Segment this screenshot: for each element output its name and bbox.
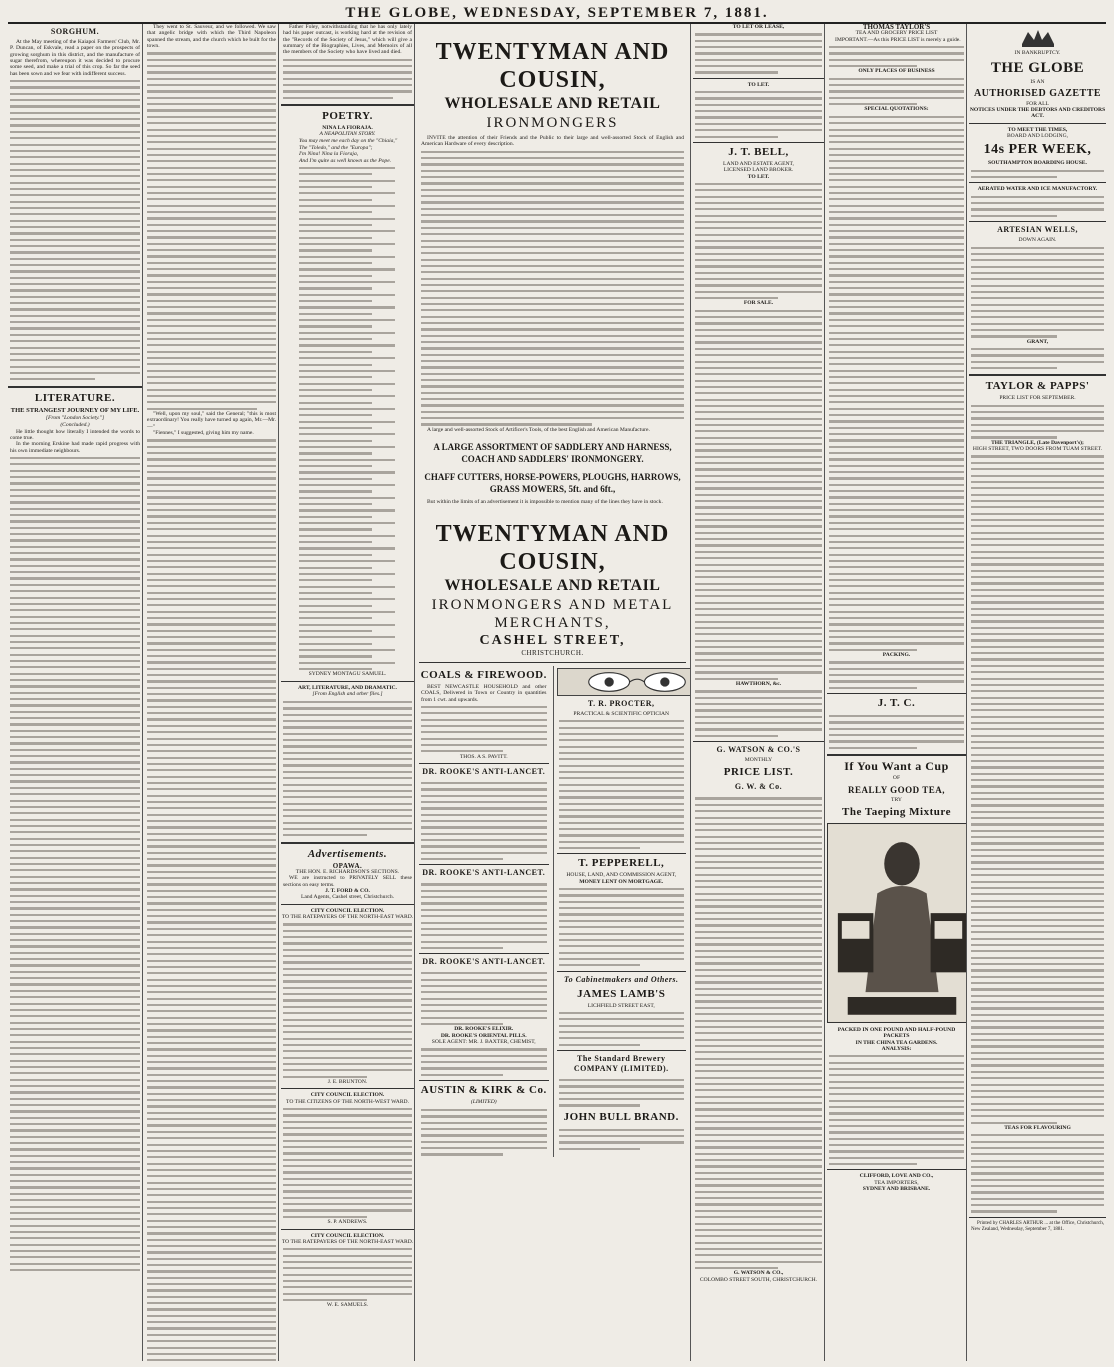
watson-monthly: MONTHLY bbox=[744, 757, 773, 764]
column-3 bbox=[278, 24, 414, 1361]
watson-price-list: PRICE LIST. bbox=[723, 766, 794, 779]
jtc-title: J. T. C. bbox=[877, 697, 916, 710]
watson-name: G. WATSON & CO.'S bbox=[716, 745, 801, 755]
coals-signature: THOS. A S. PAVITT. bbox=[459, 753, 508, 760]
poem-body bbox=[281, 164, 414, 672]
cup-line-2: OF bbox=[892, 775, 901, 782]
ford-name: J. T. FORD & CO. bbox=[325, 887, 370, 894]
crest-icon bbox=[1018, 26, 1058, 48]
spectacles-illustration bbox=[557, 668, 691, 696]
city-election-3-sub: TO THE RATEPAYERS OF THE NORTH-EAST WARD. bbox=[281, 1238, 414, 1245]
to-let-2: TO LET. bbox=[747, 173, 770, 180]
for-all: FOR ALL bbox=[1026, 100, 1049, 107]
watson-monogram: G. W. & Co. bbox=[734, 782, 783, 792]
taylor-sub: TEA AND GROCERY PRICE LIST bbox=[855, 30, 938, 37]
analysis: ANALYSIS: bbox=[881, 1045, 912, 1052]
james-lamb: JAMES LAMB'S bbox=[577, 987, 666, 1000]
opawa-note: WE are instructed to PRIVATELY SELL these sections on easy terms. bbox=[283, 875, 412, 888]
john-bull: JOHN BULL BRAND. bbox=[563, 1110, 679, 1123]
tea-seller-illustration bbox=[827, 823, 966, 1023]
rooke-3: DR. ROOKE'S ANTI-LANCET. bbox=[422, 957, 546, 967]
rooke-2: DR. ROOKE'S ANTI-LANCET. bbox=[422, 868, 546, 878]
taylor-title: THOMAS TAYLOR'S bbox=[862, 24, 931, 31]
limits-note: But within the limits of an advertisement it is impossible to mention many of the lines they have in stock. bbox=[427, 499, 663, 506]
poem-signature: SYDNEY MONTAGU SAMUEL. bbox=[308, 671, 387, 678]
procter-name: T. R. PROCTER, bbox=[587, 698, 655, 708]
centre-right-ads bbox=[553, 666, 687, 1157]
royal-crest bbox=[969, 24, 1106, 50]
pepperell-name: T. PEPPERELL, bbox=[578, 857, 665, 870]
bankruptcy: IN BANKRUPTCY. bbox=[1014, 50, 1061, 56]
literature-para-1: He little thought how literally I intended the words to come true. bbox=[10, 428, 140, 441]
literature-body bbox=[8, 454, 142, 1272]
masthead-title: THE GLOBE, WEDNESDAY, SEPTEMBER 7, 1881. bbox=[345, 4, 769, 21]
article-body bbox=[8, 77, 142, 382]
clifford-name: CLIFFORD, LOVE AND CO., bbox=[859, 1173, 934, 1180]
pepperell-sub: HOUSE, LAND, AND COMMISSION AGENT, bbox=[566, 872, 677, 879]
procter-sub: PRACTICAL & SCIENTIFIC OPTICIAN bbox=[573, 710, 670, 717]
heading-art: ART, LITERATURE, AND DRAMATIC. bbox=[298, 684, 397, 691]
clifford-sub: TEA IMPORTERS, bbox=[874, 1179, 919, 1186]
christchurch: CHRISTCHURCH. bbox=[521, 648, 584, 657]
columns bbox=[8, 24, 1106, 1361]
column-1 bbox=[8, 24, 142, 1361]
coals-title: COALS & FIREWOOD. bbox=[420, 668, 547, 681]
to-let-or-lease: TO LET OR LEASE, bbox=[732, 24, 785, 30]
story-body-1 bbox=[145, 49, 278, 411]
rooke-1: DR. ROOKE'S ANTI-LANCET. bbox=[422, 766, 546, 776]
cup-line-3: REALLY GOOD TEA, bbox=[848, 784, 945, 795]
meet-the-times: TO MEET THE TIMES, bbox=[1007, 126, 1068, 133]
money-lent: MONEY LENT ON MORTGAGE. bbox=[579, 878, 664, 885]
column-6 bbox=[690, 24, 824, 1361]
packed-note: PACKED IN ONE POUND AND HALF-POUND PACKETS bbox=[837, 1026, 956, 1040]
teas-flavouring: TEAS FOR FLAVOURING bbox=[1004, 1124, 1071, 1131]
down-again: DOWN AGAIN. bbox=[1018, 237, 1057, 244]
spectacles-icon bbox=[558, 669, 691, 695]
story-para-3: "Fiennes," I suggested, giving him my name. bbox=[153, 430, 254, 436]
column-7 bbox=[824, 24, 966, 1361]
cup-line-1: If You Want a Cup bbox=[844, 759, 949, 774]
city-election-2: CITY COUNCIL ELECTION. bbox=[310, 1092, 385, 1099]
twentyman-title-1: TWENTYMAN AND COUSIN, bbox=[435, 39, 670, 93]
opawa-body: THE HON. E. RICHARDSON'S SECTIONS. bbox=[295, 868, 400, 875]
column-2 bbox=[142, 24, 278, 1361]
lamb-address: LICHFIELD STREET EAST, bbox=[587, 1002, 655, 1009]
article-sorghum: At the May meeting of the Kaiapoi Farmers' Club, Mr. P. Duncan, of Eskvale, read a paper on the prospects of growing sorghum in this district, and the manufacture of sugar therefrom, whereupon it was decided to procure some seed, and make a trial of this crop. So far the seed has been sown and we fear with indifferent success. bbox=[10, 39, 140, 77]
for-sale: FOR SALE. bbox=[743, 300, 774, 307]
cup-line-4: TRY bbox=[891, 796, 902, 803]
city-election-2-sig: S. P. ANDREWS. bbox=[327, 1219, 368, 1226]
per-week: 14s PER WEEK, bbox=[983, 142, 1092, 158]
story-para-2: "Well, upon my soul," said the General; "this is most extraordinary! You really have turned up again, Mr.—Mr.—" bbox=[147, 410, 276, 430]
special-quotations: SPECIAL QUOTATIONS: bbox=[864, 106, 929, 113]
poem-line-4: And I'm quite as well known as the Pope. bbox=[299, 157, 392, 164]
poem-line-2: The "Toledo," and the "Europa"; bbox=[299, 144, 373, 151]
literature-title: THE STRANGEST JOURNEY OF MY LIFE. bbox=[10, 406, 140, 414]
artesian-wells: ARTESIAN WELLS, bbox=[997, 225, 1078, 235]
board-lodging: BOARD AND LODGING, bbox=[1006, 133, 1069, 140]
poem-line-1: You may meet me each day on the "Chiaia," bbox=[299, 138, 398, 145]
watson-address: COLOMBO STREET SOUTH, CHRISTCHURCH. bbox=[699, 1276, 818, 1283]
masthead bbox=[8, 4, 1106, 24]
clifford-sub-2: SYDNEY AND BRISBANE. bbox=[862, 1186, 931, 1193]
austin-kirk-sub: (LIMITED) bbox=[470, 1099, 497, 1106]
literature-concluded: (Concluded.) bbox=[60, 421, 90, 428]
sole-agent: SOLE AGENT: MR. J. BAXTER, CHEMIST, bbox=[431, 1039, 536, 1045]
coals-body: BEST NEWCASTLE HOUSEHOLD and other COALS, Delivered in Town or Country in quantities from 1 cwt. and upwards. bbox=[421, 683, 547, 703]
heading-sorghum: SORGHUM. bbox=[50, 27, 100, 36]
china-gardens: IN THE CHINA TEA GARDENS. bbox=[855, 1039, 938, 1046]
city-election-1-sig: J. E. BRUNTON. bbox=[327, 1078, 368, 1085]
bell-name: J. T. BELL, bbox=[728, 145, 789, 158]
centre-ad-block bbox=[414, 24, 690, 1361]
ford-address: Land Agents, Cashel street, Christchurch. bbox=[300, 894, 395, 901]
city-election-3: CITY COUNCIL ELECTION. bbox=[310, 1232, 385, 1239]
art-source: [From English and other files.] bbox=[312, 691, 383, 698]
twentyman-title-2: TWENTYMAN AND COUSIN, bbox=[435, 520, 670, 575]
wholesale-retail-2: WHOLESALE AND RETAIL bbox=[444, 576, 661, 594]
debtors-notices: NOTICES UNDER THE DEBTORS AND CREDITORS ACT. bbox=[969, 107, 1106, 120]
centre-left-ads bbox=[419, 666, 549, 1157]
is-an: IS AN bbox=[1030, 79, 1045, 86]
bell-sub-2: LICENSED LAND BROKER. bbox=[723, 167, 794, 174]
high-street: HIGH STREET, TWO DOORS FROM TUAM STREET. bbox=[972, 446, 1103, 453]
literature-source: [From "London Society."] bbox=[45, 414, 105, 421]
cashel-street: CASHEL STREET, bbox=[479, 632, 626, 648]
the-triangle: THE TRIANGLE, (Late Davenport's); bbox=[991, 439, 1084, 446]
authorised-gazette: AUTHORISED GAZETTE bbox=[973, 87, 1102, 99]
grant-name: GRANT, bbox=[1026, 338, 1049, 345]
poem-title: NINA LA FIORAJA. bbox=[322, 125, 373, 132]
cabinetmakers: To Cabinetmakers and Others. bbox=[563, 974, 679, 984]
packing: PACKING. bbox=[882, 652, 911, 659]
southampton-house: SOUTHAMPTON BOARDING HOUSE. bbox=[988, 160, 1087, 167]
rooke-elixir: DR. ROOKE'S ELIXIR. bbox=[454, 1026, 514, 1033]
standard-brewery: The Standard Brewery COMPANY (LIMITED). bbox=[573, 1053, 669, 1073]
column-8 bbox=[966, 24, 1106, 1361]
aerated-water: AERATED WATER AND ICE MANUFACTORY. bbox=[977, 186, 1098, 193]
tea-figure-icon bbox=[828, 824, 966, 1022]
printer-imprint: Printed by CHARLES ARTHUR ... at the Office, Christchurch, New Zealand, Wednesday, September 7, 1881. bbox=[971, 1220, 1104, 1233]
city-election-2-sub: TO THE CITIZENS OF THE NORTH-WEST WARD. bbox=[286, 1098, 409, 1105]
saddlery: A LARGE ASSORTMENT OF SADDLERY AND HARNESS, COACH AND SADDLERS' IRONMONGERY. bbox=[433, 442, 672, 465]
ironmongers-1: IRONMONGERS bbox=[486, 115, 619, 131]
city-election-1-sub: TO THE RATEPAYERS OF THE NORTH-EAST WARD. bbox=[281, 914, 414, 920]
ironmongers-2: IRONMONGERS AND METAL MERCHANTS, bbox=[431, 596, 674, 631]
twentyman-intro: INVITE the attention of their Friends and the Public to their large and well-assorted Stock of English and American Hardware of every description. bbox=[421, 135, 684, 148]
taylor-papps: TAYLOR & PAPPS' bbox=[985, 380, 1090, 393]
taylor-shops: ONLY PLACES OF BUSINESS bbox=[858, 68, 935, 75]
heading-poetry: POETRY. bbox=[322, 110, 373, 123]
bell-sub: LAND AND ESTATE AGENT, bbox=[723, 160, 794, 167]
the-globe: THE GLOBE bbox=[990, 60, 1085, 77]
story-para-1: They went to St. Sauveur, and we followed. We saw that angelic bridge with which the Third Napoleon spanned the stream, and the church which he built for the town. bbox=[147, 24, 276, 50]
austin-kirk: AUSTIN & KIRK & Co. bbox=[420, 1084, 547, 1097]
taylor-papps-sub: PRICE LIST FOR SEPTEMBER. bbox=[999, 395, 1076, 402]
chaff-cutters: CHAFF CUTTERS, HORSE-POWERS, PLOUGHS, HARROWS, GRASS MOWERS, 5ft. and 6ft., bbox=[424, 472, 681, 495]
to-let-1: TO LET. bbox=[747, 81, 770, 88]
taeping-mixture: The Taeping Mixture bbox=[842, 805, 951, 818]
city-election-3-sig: W. E. SAMUELS. bbox=[326, 1302, 369, 1309]
watson-signature: G. WATSON & CO., bbox=[733, 1270, 784, 1277]
wholesale-retail-1: WHOLESALE AND RETAIL bbox=[444, 95, 661, 112]
city-election-1: CITY COUNCIL ELECTION. bbox=[310, 907, 385, 914]
literature-para-2: In the morning Erskine had made rapid progress with his own immediate neighbours. bbox=[10, 441, 140, 454]
opawa-title: OPAWA. bbox=[332, 861, 363, 870]
foley-para: Father Foley, notwithstanding that he has only lately had his paper outcast, is working hard at the revision of the "Records of the Society of Jesus," which will give a summary of the Biographies, Lives, and Memoirs of all the members of the Society who have lived and died. bbox=[283, 24, 412, 56]
heading-advertisements: Advertisements. bbox=[307, 847, 388, 860]
stock-note: A large and well-assorted Stock of Artificer's Tools, of the best English and American Manufacture. bbox=[427, 426, 650, 433]
poem-subtitle: A NEAPOLITAN STORY. bbox=[319, 131, 376, 138]
taylor-important: IMPORTANT.—As this PRICE LIST is merely a guide. bbox=[835, 36, 961, 43]
rooke-pills: DR. ROOKE'S ORIENTAL PILLS. bbox=[440, 1032, 527, 1039]
story-body-2 bbox=[145, 436, 278, 1361]
poem-line-3: I'm Nina! Nina la Fioraja, bbox=[299, 151, 359, 158]
heading-literature: LITERATURE. bbox=[34, 391, 116, 404]
hawthorn: HAWTHORN, &c. bbox=[735, 681, 782, 688]
